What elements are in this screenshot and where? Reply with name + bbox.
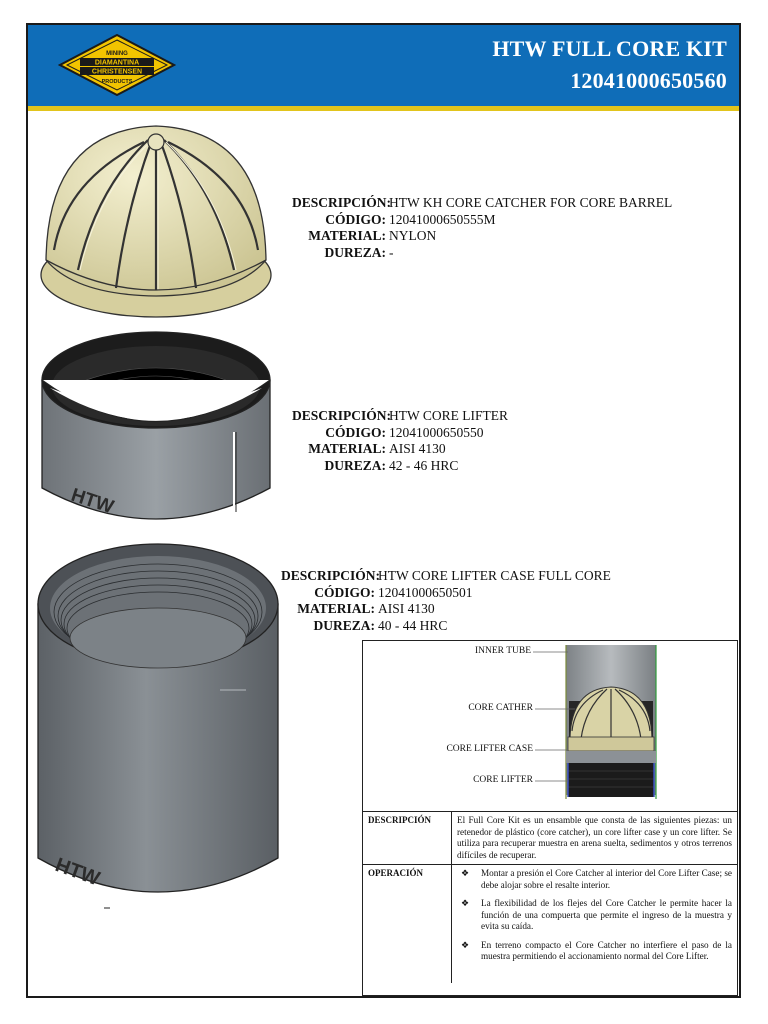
codigo-label: CÓDIGO: bbox=[325, 424, 386, 440]
assembly-info-box bbox=[362, 640, 738, 996]
svg-text:MINING: MINING bbox=[106, 51, 128, 57]
codigo-label: CÓDIGO: bbox=[325, 211, 386, 227]
svg-text:DIAMANTINA: DIAMANTINA bbox=[94, 59, 140, 67]
svg-text:PRODUCTS: PRODUCTS bbox=[101, 79, 133, 85]
operacion-step-text: Montar a presión el Core Catcher al interior del Core Lifter Case; se debe alojar sobre el resalte interior. bbox=[481, 868, 732, 890]
htw-engraving: HTW bbox=[68, 484, 117, 519]
callout-core-cather: CORE CATHER bbox=[468, 703, 533, 713]
description-table bbox=[363, 811, 737, 983]
material-label: MATERIAL: bbox=[297, 601, 375, 616]
material-label: MATERIAL: bbox=[308, 228, 386, 243]
assembly-section-diagram bbox=[363, 641, 737, 811]
descripcion-heading: DESCRIPCIÓN bbox=[363, 812, 452, 865]
operacion-step-text: La flexibilidad de los flejes del Core Catcher le permite hacer la función de una compuerta que permite el ingreso de la muestra y evita su caída. bbox=[481, 898, 732, 931]
dureza-value: 42 - 46 HRC bbox=[389, 457, 459, 473]
dureza-value: - bbox=[389, 244, 394, 260]
codigo-value: 12041000650501 bbox=[378, 584, 473, 600]
list-item bbox=[461, 939, 732, 963]
callout-core-lifter: CORE LIFTER bbox=[473, 775, 533, 785]
callout-core-lifter-case: CORE LIFTER CASE bbox=[446, 744, 533, 754]
descripcion-text: El Full Core Kit es un ensamble que consta de las siguientes piezas: un retenedor de plástico (core catcher), un core lifter case y un core lifter. Se utiliza para recuperar muestra en arena suelta, sedimentos y otros terrenos difíciles de recuperar. bbox=[452, 812, 738, 865]
descripcion-value: HTW CORE LIFTER CASE FULL CORE bbox=[378, 568, 611, 583]
diamond-bullet-icon: ❖ bbox=[461, 898, 470, 908]
core-lifter-illustration bbox=[36, 328, 276, 538]
descripcion-label: DESCRIPCIÓN: bbox=[292, 408, 392, 423]
operacion-step-text: En terreno compacto el Core Catcher no interfiere el paso de la muestra permitiendo el accionamiento normal del Core Lifter. bbox=[481, 939, 732, 961]
spec-block-core-catcher bbox=[292, 195, 672, 261]
diamond-bullet-icon: ❖ bbox=[461, 868, 470, 878]
core-catcher-illustration bbox=[36, 120, 276, 325]
descripcion-value: HTW KH CORE CATCHER FOR CORE BARREL bbox=[389, 195, 673, 210]
material-value: AISI 4130 bbox=[389, 441, 446, 456]
spec-block-core-lifter-case bbox=[281, 568, 611, 634]
table-row-descripcion bbox=[363, 812, 737, 865]
core-lifter-case-illustration bbox=[34, 540, 282, 920]
table-row-operacion bbox=[363, 865, 737, 984]
htw-engraving: HTW bbox=[52, 854, 103, 891]
dureza-value: 40 - 44 HRC bbox=[378, 617, 448, 633]
operacion-steps bbox=[452, 865, 738, 984]
dureza-label: DUREZA: bbox=[313, 617, 375, 633]
spec-block-core-lifter bbox=[292, 408, 508, 474]
descripcion-label: DESCRIPCIÓN: bbox=[292, 195, 392, 210]
diamond-bullet-icon: ❖ bbox=[461, 939, 470, 950]
descripcion-label: DESCRIPCIÓN: bbox=[281, 568, 381, 583]
codigo-label: CÓDIGO: bbox=[314, 584, 375, 600]
callout-inner-tube: INNER TUBE bbox=[474, 646, 531, 656]
kit-code: 12041000650560 bbox=[570, 68, 727, 93]
descripcion-value: HTW CORE LIFTER bbox=[389, 408, 508, 423]
list-item bbox=[461, 868, 732, 891]
material-label: MATERIAL: bbox=[308, 441, 386, 456]
dureza-label: DUREZA: bbox=[324, 457, 386, 473]
codigo-value: 12041000650555M bbox=[389, 211, 496, 227]
kit-name: HTW FULL CORE KIT bbox=[492, 36, 727, 61]
operacion-heading: OPERACIÓN bbox=[363, 865, 452, 984]
list-item bbox=[461, 898, 732, 933]
svg-text:CHRISTENSEN: CHRISTENSEN bbox=[91, 68, 143, 76]
dureza-label: DUREZA: bbox=[324, 244, 386, 260]
material-value: AISI 4130 bbox=[378, 601, 435, 616]
material-value: NYLON bbox=[389, 228, 437, 243]
codigo-value: 12041000650550 bbox=[389, 424, 484, 440]
